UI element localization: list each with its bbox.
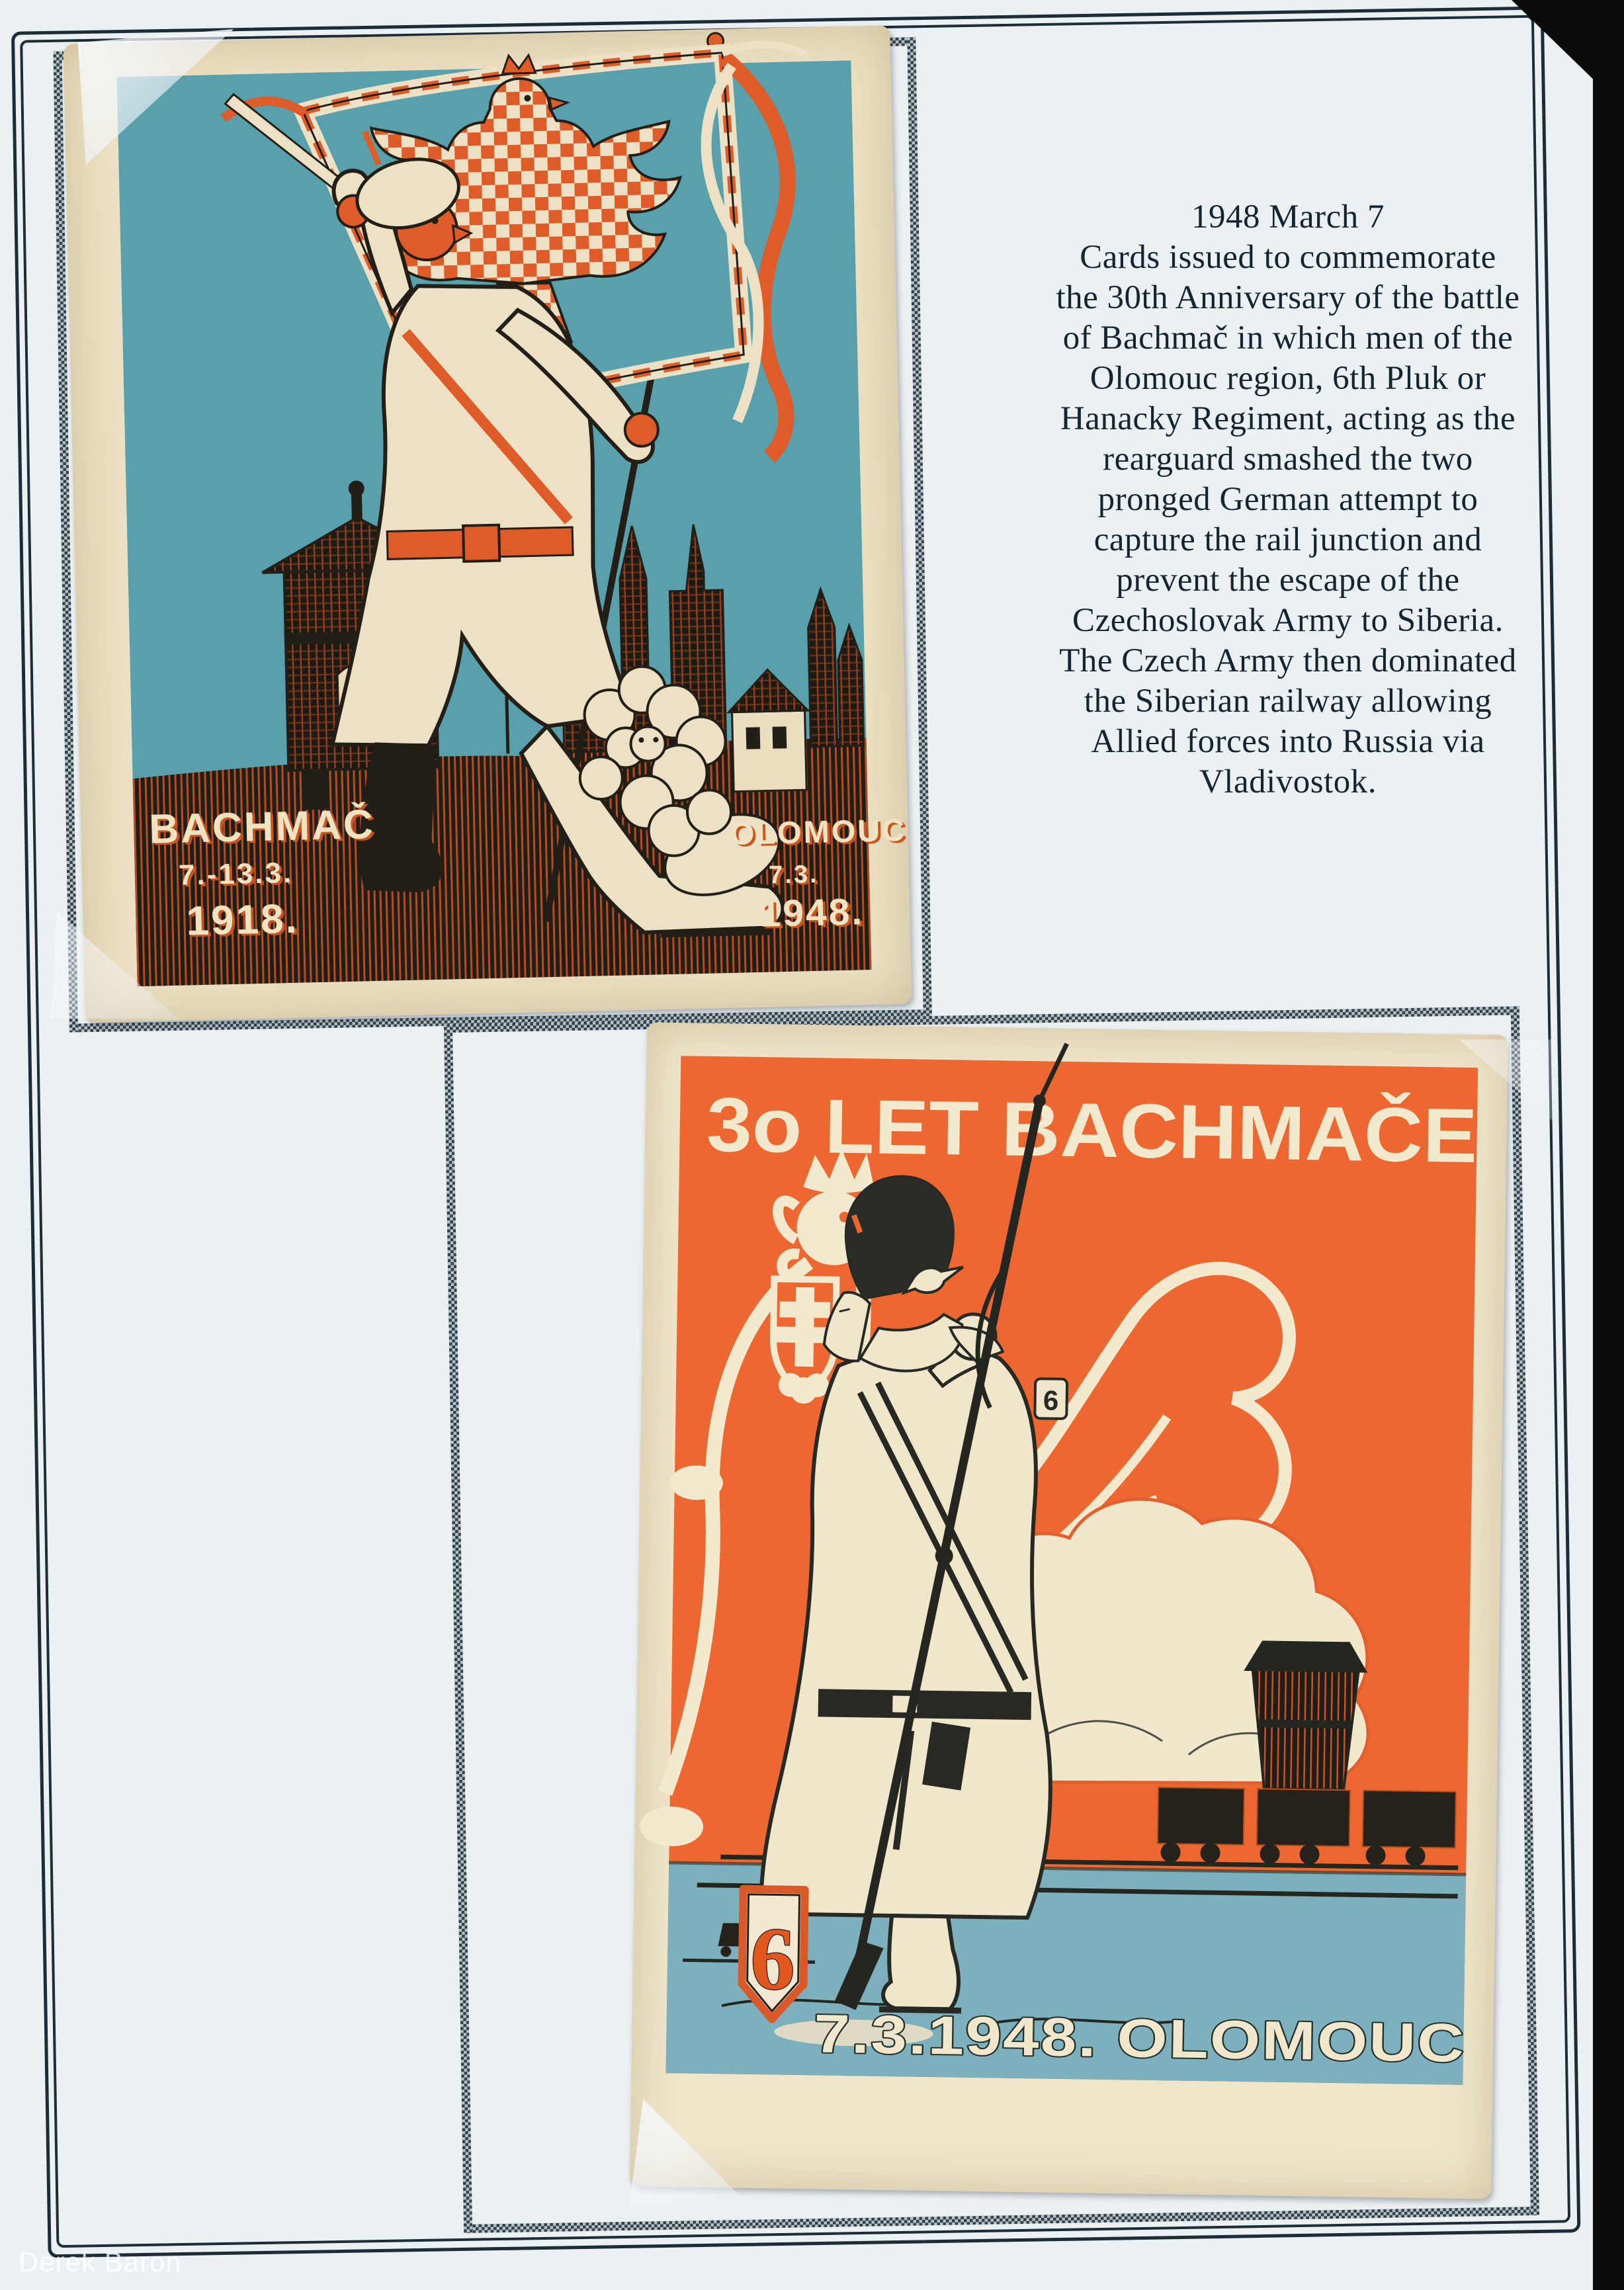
description-line: the 30th Anniversary of the battle: [1056, 279, 1520, 316]
card2-title: 3o LET BACHMAČE: [706, 1081, 1432, 1179]
description-line: Cards issued to commemorate: [1080, 239, 1496, 276]
soldier-boot-2: [883, 1916, 960, 2010]
card1-artwork: [63, 25, 912, 1023]
description-line: Hanacky Regiment, acting as the: [1060, 400, 1516, 437]
boot-sole: [661, 931, 770, 934]
description-line: The Czech Army then dominated: [1059, 642, 1517, 679]
card1-date-right: 7.3.: [768, 860, 820, 890]
badge-number: 6: [749, 1909, 796, 2009]
description-line: capture the rail junction and: [1093, 521, 1482, 558]
description-block: [954, 197, 1622, 802]
rifle-bolt: [935, 1547, 953, 1564]
description-line: rearguard smashed the two: [1103, 441, 1473, 478]
watermark: Derek Baron: [19, 2246, 182, 2277]
description-line: pronged German attempt to: [1097, 481, 1478, 518]
description-line: of Bachmač in which men of the: [1062, 319, 1514, 357]
card2-footer: 7.3.1948. OLOMOUC: [813, 2004, 1361, 2072]
water-tower-2: [1244, 1642, 1365, 1791]
belt-2: [819, 1689, 1031, 1719]
description-line: Allied forces into Russia via: [1091, 723, 1485, 760]
belt-buckle: [463, 525, 499, 562]
postcard-bachmac-1918: [63, 25, 912, 1023]
card1-place-left: BACHMAČ: [148, 801, 376, 853]
description-line: 1948 March 7: [1191, 198, 1385, 235]
card1-year-left: 1918.: [185, 896, 300, 945]
postcard-30-let-bachmace: [630, 1022, 1508, 2199]
scan-edge-strip: [1593, 0, 1624, 2290]
description-line: Vladivostok.: [1199, 763, 1377, 800]
description-line: Czechoslovak Army to Siberia.: [1072, 602, 1504, 639]
description-line: the Siberian railway allowing: [1084, 683, 1492, 720]
card1-date-left: 7.-13.3.: [178, 856, 294, 892]
description-line: Olomouc region, 6th Pluk or: [1090, 360, 1486, 397]
card1-place-right: OLOMOUC: [730, 812, 907, 851]
card1-year-right: 1948.: [759, 890, 865, 935]
card2-artwork: [630, 1022, 1508, 2199]
soldier-hand-right: [624, 413, 658, 446]
description-line: prevent the escape of the: [1116, 562, 1460, 599]
sleeve-number: 6: [1043, 1384, 1059, 1416]
